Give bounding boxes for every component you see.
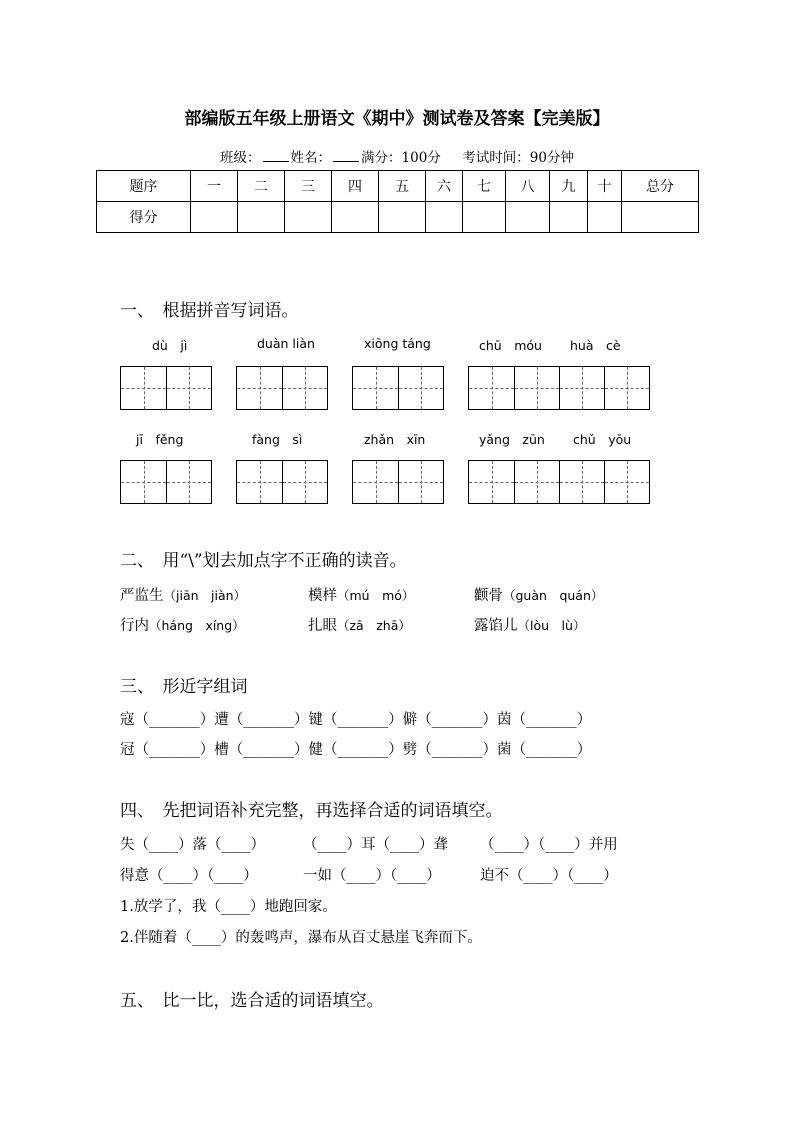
section-2-heading: 二、 用“\”划去加点字不正确的读音。 (120, 551, 407, 571)
item-pinyin[interactable]: （zā zhā） (337, 618, 411, 633)
item-pinyin[interactable]: （jiān jiàn） (163, 588, 247, 603)
score-row-label: 得分 (97, 202, 191, 233)
header-cell: 九 (550, 171, 588, 202)
reading-item (474, 584, 603, 605)
idiom-fill[interactable]: 一如（____）（____） (303, 868, 441, 884)
exam-time: 考试时间：90分钟 (462, 150, 574, 166)
section-5-heading: 五、 比一比，选合适的词语填空。 (120, 991, 384, 1011)
reading-item (308, 614, 411, 635)
pinyin-label: jī fěng (136, 432, 184, 447)
item-word: 颧骨 (474, 588, 503, 604)
header-cell: 八 (506, 171, 550, 202)
score-cell[interactable] (285, 202, 332, 233)
header-cell: 五 (379, 171, 426, 202)
pinyin-label: fàng sì (252, 432, 303, 447)
score-cell[interactable] (238, 202, 285, 233)
item-word: 扎眼 (308, 618, 337, 634)
idiom-fill[interactable]: （____）耳（____）聋 (303, 837, 448, 853)
header-cell: 六 (426, 171, 463, 202)
idiom-fill[interactable]: 失（____）落（____） (120, 837, 265, 853)
score-cell[interactable] (191, 202, 238, 233)
header-cell: 三 (285, 171, 332, 202)
score-cell[interactable] (588, 202, 622, 233)
word-group-row-1[interactable]: 寇（_______）遭（_______）键（_______）僻（_______）茵（_______） (120, 712, 592, 728)
header-cell: 题序 (97, 171, 191, 202)
section-1-heading: 一、 根据拼音写词语。 (120, 301, 299, 321)
reading-item (120, 614, 245, 635)
score-cell[interactable] (426, 202, 463, 233)
writing-grid[interactable] (468, 366, 650, 410)
item-word: 模样 (308, 588, 337, 604)
writing-grid[interactable] (236, 460, 328, 504)
page-title: 部编版五年级上册语文《期中》测试卷及答案【完美版】 (184, 109, 610, 129)
pinyin-label: huà cè (570, 338, 621, 353)
question-1[interactable]: 1.放学了，我（____）地跑回家。 (120, 899, 337, 915)
reading-item (308, 584, 414, 605)
class-label: 班级： (220, 150, 261, 166)
score-cell[interactable] (332, 202, 379, 233)
idiom-fill[interactable]: 迫不（____）（____） (480, 868, 618, 884)
section-3-heading: 三、 形近字组词 (120, 677, 248, 697)
exam-info (0, 146, 794, 166)
header-cell: 四 (332, 171, 379, 202)
pinyin-label: chū móu (479, 338, 542, 353)
writing-grid[interactable] (236, 366, 328, 410)
header-cell: 二 (238, 171, 285, 202)
section-4-heading: 四、 先把词语补充完整，再选择合适的词语填空。 (120, 801, 503, 821)
writing-grid[interactable] (352, 460, 444, 504)
class-blank[interactable] (263, 149, 289, 162)
pinyin-label: duàn liàn (257, 336, 315, 351)
item-word: 严监生 (120, 588, 164, 604)
idiom-fill[interactable]: 得意（____）（____） (120, 868, 258, 884)
item-pinyin[interactable]: （háng xíng） (149, 618, 245, 633)
item-word: 行内 (120, 618, 149, 634)
writing-grid[interactable] (120, 460, 212, 504)
pinyin-label: dù jì (152, 338, 188, 353)
header-cell: 七 (463, 171, 506, 202)
writing-grid[interactable] (120, 366, 212, 410)
item-word: 露馅儿 (474, 618, 518, 634)
score-cell[interactable] (550, 202, 588, 233)
item-pinyin[interactable]: （guàn quán） (503, 588, 604, 603)
pinyin-label: zhǎn xīn (364, 432, 426, 447)
full-score: 满分：100分 (361, 150, 441, 166)
writing-grid[interactable] (468, 460, 650, 504)
score-cell[interactable] (463, 202, 506, 233)
score-table (96, 170, 699, 233)
score-cell[interactable] (622, 202, 699, 233)
header-cell: 一 (191, 171, 238, 202)
pinyin-label: yǎng zūn (479, 432, 545, 447)
reading-item (120, 584, 246, 605)
score-cell[interactable] (379, 202, 426, 233)
header-cell: 总分 (622, 171, 699, 202)
name-label: 姓名： (290, 150, 332, 166)
score-row (97, 202, 699, 233)
word-group-row-2[interactable]: 冠（_______）槽（_______）健（_______）劈（_______）菌（_______） (120, 742, 592, 758)
header-cell: 十 (588, 171, 622, 202)
item-pinyin[interactable]: （lòu lù） (517, 618, 586, 633)
idiom-fill[interactable]: （____）（____）并用 (480, 837, 618, 853)
name-blank[interactable] (333, 149, 359, 162)
score-header-row (97, 171, 699, 202)
pinyin-label: xiōng táng (364, 336, 431, 351)
writing-grid[interactable] (352, 366, 444, 410)
score-cell[interactable] (506, 202, 550, 233)
item-pinyin[interactable]: （mú mó） (337, 588, 415, 603)
reading-item (474, 614, 585, 635)
pinyin-label: chǔ yōu (573, 432, 632, 447)
question-2[interactable]: 2.伴随着（____）的轰鸣声，瀑布从百丈悬崖飞奔而下。 (120, 930, 482, 946)
